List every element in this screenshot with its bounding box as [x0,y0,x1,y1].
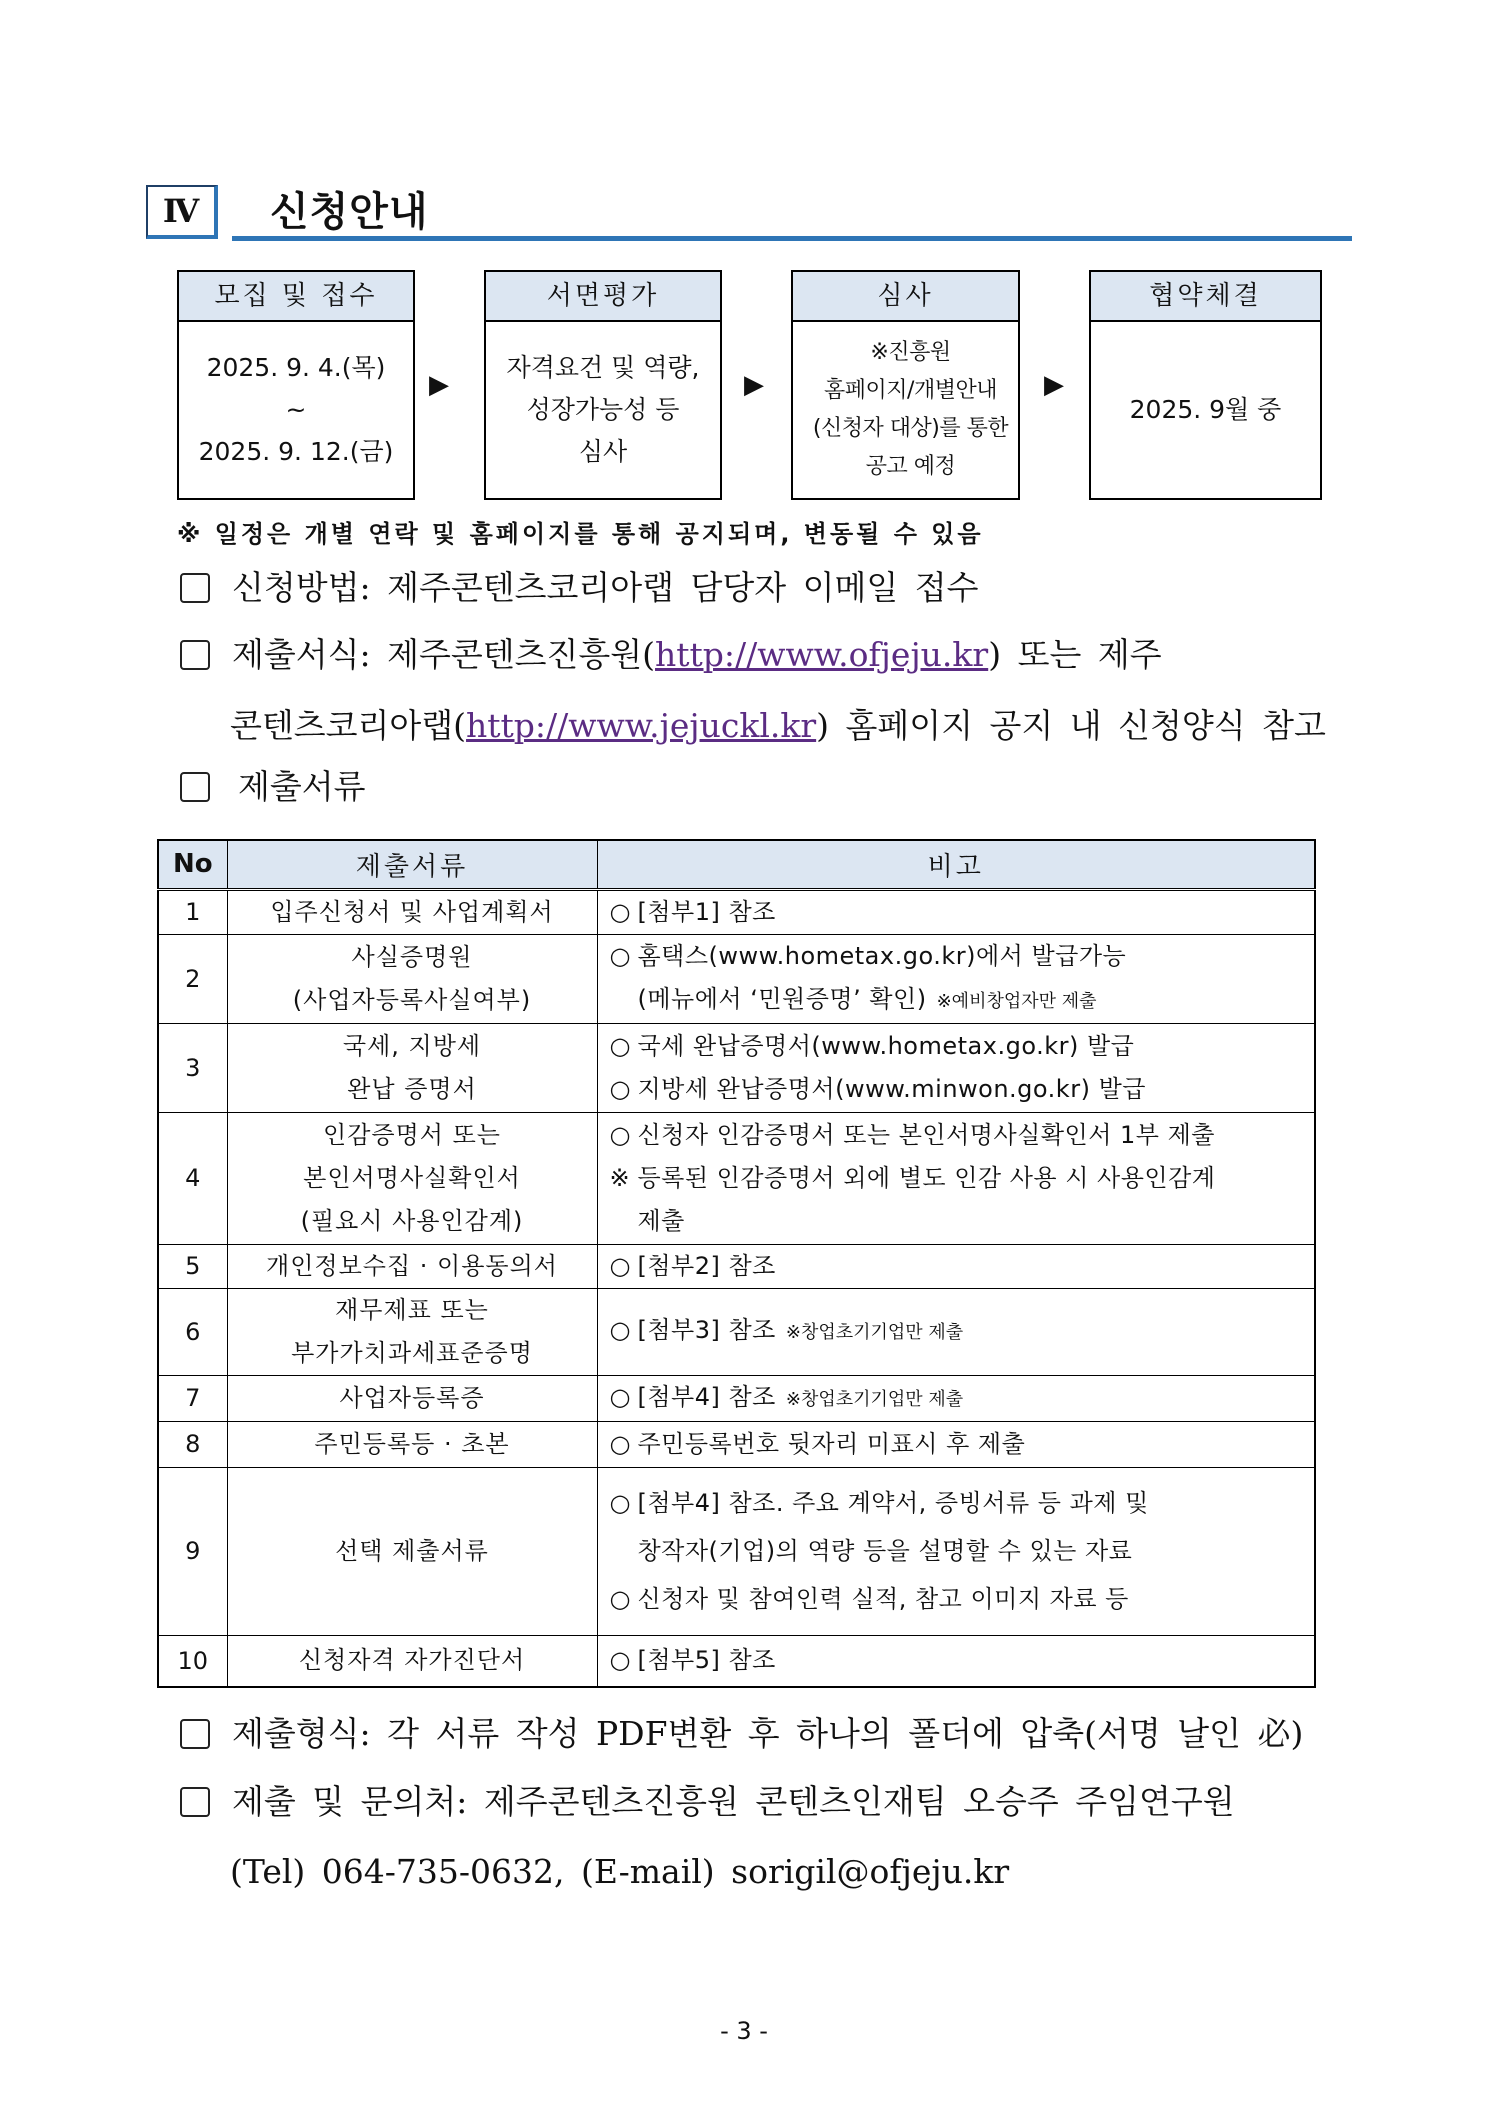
table-row [158,1467,1315,1635]
process-step-recruitment [177,270,415,500]
document-line: 입주신청서 및 사업계획서 [270,897,554,926]
remarks [597,1023,1315,1112]
process-step-body [803,322,1018,498]
section-divider [232,236,1352,241]
remark-text: 지방세 완납증명서(www.minwon.go.kr) 발급 [637,1074,1146,1103]
table-row [158,1288,1315,1375]
process-step-line: 홈페이지/개별안내 [824,378,997,403]
row-number: 10 [158,1635,227,1687]
remark-bullet: ○ [609,1074,631,1103]
remark-bullet: ○ [609,1646,631,1675]
row-number: 4 [158,1112,227,1244]
checkbox-square-icon [180,1787,210,1817]
section-number-box [146,185,218,239]
remark-text: [첨부3] 참조 [637,1316,776,1344]
document-line: (사업자등록사실여부) [292,985,532,1014]
process-step-line: 2025. 9. 12.(금) [198,437,394,466]
remark-line [610,1025,1303,1068]
document-line: 신청자격 자가진단서 [298,1646,526,1675]
remark-bullet: ○ [609,1120,631,1149]
remark-text: 신청자 인감증명서 또는 본인서명사실확인서 1부 제출 [637,1120,1215,1149]
remark-text: [첨부2] 참조 [637,1251,776,1280]
row-number: 9 [158,1467,227,1635]
process-arrow-icon: ▶ [744,370,764,400]
row-number: 6 [158,1288,227,1375]
process-step-header: 심사 [793,272,1018,322]
remark-line [610,1423,1303,1466]
remark-line [610,1114,1303,1157]
process-step-line: (신청자 대상)를 통한 [812,416,1009,441]
checkbox-square-icon [180,772,210,802]
process-step-line: 2025. 9. 4.(목) [206,353,386,382]
remark-text: [첨부5] 참조 [637,1646,776,1675]
column-header-document: 제출서류 [227,840,597,889]
remark-text: 신청자 및 참여인력 실적, 참고 이미지 자료 등 [637,1585,1129,1613]
table-row [158,1244,1315,1288]
remark-bullet: ※ [609,1163,631,1192]
document-name [227,1288,597,1375]
remark-bullet: ○ [609,1429,631,1458]
remarks [597,934,1315,1023]
jejuckl-link[interactable]: http://www.jejuckl.kr [466,706,817,745]
process-step-header: 협약체결 [1091,272,1320,322]
application-method: 신청방법: 제주콘텐츠코리아랩 담당자 이메일 접수 [232,568,979,607]
documents-table [157,839,1316,1688]
remark-line [610,1157,1303,1200]
row-number: 5 [158,1244,227,1288]
checkbox-square-icon [180,573,210,603]
document-line: 재무제표 또는 [335,1295,489,1324]
submission-form-line2 [230,701,1326,751]
document-line: 사업자등록증 [339,1383,485,1412]
document-name [227,1375,597,1421]
row-number: 2 [158,934,227,1023]
table-row [158,1112,1315,1244]
remark-text: 제출 [637,1206,685,1235]
table-header-row [158,840,1315,889]
document-name [227,1635,597,1687]
document-name [227,1467,597,1635]
remark-bullet: ○ [609,1316,631,1344]
remark-line [610,1309,1303,1354]
remark-bullet: ○ [609,1251,631,1280]
document-line: 인감증명서 또는 [323,1120,501,1149]
remark-text: 홈택스(www.hometax.go.kr)에서 발급가능 [637,941,1127,970]
table-row [158,1023,1315,1112]
table-row [158,889,1315,934]
process-step-body [486,322,720,498]
remark-line [610,1200,1303,1243]
contact-info: 제출 및 문의처: 제주콘텐츠진흥원 콘텐츠인재팀 오승주 주임연구원 [232,1782,1235,1821]
remark-text: 등록된 인감증명서 외에 별도 인감 사용 시 사용인감계 [637,1163,1216,1192]
remark-line [610,1575,1303,1623]
remark-text: 주민등록번호 뒷자리 미표시 후 제출 [637,1429,1026,1458]
remarks [597,1375,1315,1421]
remark-line [610,1245,1303,1288]
section-number: Ⅳ [162,192,200,230]
process-step-line: ※진흥원 [870,340,951,365]
document-name [227,889,597,934]
document-line: 사실증명원 [351,942,473,971]
remark-footnote: ※창업초기기업만 제출 [785,1388,964,1410]
process-step-line: ~ [285,395,307,424]
remark-line [610,935,1303,978]
remark-text: 창작자(기업)의 역량 등을 설명할 수 있는 자료 [637,1537,1133,1565]
process-step-line: 공고 예정 [865,454,956,479]
submission-form-text: 제출서식: 제주콘텐츠진흥원( [232,635,656,674]
remark-line [610,978,1303,1023]
remark-footnote: ※예비창업자만 제출 [936,990,1097,1012]
remarks [597,1112,1315,1244]
process-arrow-icon: ▶ [1044,370,1064,400]
remark-bullet: ○ [609,1585,631,1613]
document-line: 주민등록등 · 초본 [314,1429,510,1458]
remark-bullet: ○ [609,897,631,926]
remark-footnote: ※창업초기기업만 제출 [785,1322,964,1343]
checkbox-square-icon [180,1719,210,1749]
remark-bullet: ○ [609,941,631,970]
row-number: 8 [158,1421,227,1467]
document-name [227,1421,597,1467]
remarks [597,1421,1315,1467]
remark-text: [첨부1] 참조 [637,897,776,926]
submission-form-text: ) 또는 제주 [988,635,1162,674]
remark-bullet: ○ [609,1382,631,1411]
ofjeju-link[interactable]: http://www.ofjeju.kr [655,635,989,674]
page-number: - 3 - [720,2017,768,2045]
remark-text: [첨부4] 참조. 주요 계약서, 증빙서류 등 과제 및 [637,1489,1149,1517]
remark-line [610,891,1303,934]
process-arrow-icon: ▶ [429,370,449,400]
remark-line [610,1639,1303,1682]
process-step-header: 모집 및 접수 [179,272,413,322]
remarks [597,889,1315,934]
document-name [227,1244,597,1288]
table-row [158,934,1315,1023]
document-line: 완납 증명서 [347,1074,477,1103]
submission-form-text: 콘텐츠코리아랩( [230,706,467,745]
remark-line [610,1068,1303,1111]
document-name [227,1023,597,1112]
process-step-line: 자격요건 및 역량, [506,353,700,382]
process-step-line: 심사 [578,437,628,466]
remark-bullet: ○ [609,1031,631,1060]
process-step-body [179,322,413,498]
table-row [158,1635,1315,1687]
contact-detail: (Tel) 064-735-0632, (E-mail) sorigil@ofjeju.kr [230,1852,1010,1891]
remarks [597,1467,1315,1635]
process-step-document-review [484,270,722,500]
document-line: 본인서명사실확인서 [303,1163,521,1192]
document-line: (필요시 사용인감계) [300,1206,524,1235]
submission-form-line1 [232,630,1162,680]
column-header-remarks: 비고 [597,840,1315,889]
document-line: 개인정보수집 · 이용동의서 [266,1251,558,1280]
remark-line [610,1479,1303,1527]
checkbox-square-icon [180,640,210,670]
remark-text: [첨부4] 참조 [637,1382,776,1411]
document-name [227,934,597,1023]
row-number: 1 [158,889,227,934]
process-step-header: 서면평가 [486,272,720,322]
table-row [158,1421,1315,1467]
document-line: 부가가치과세표준증명 [291,1338,533,1367]
schedule-note: ※ 일정은 개별 연락 및 홈페이지를 통해 공지되며, 변동될 수 있음 [177,520,984,548]
document-line: 국세, 지방세 [342,1031,482,1060]
remark-text: 국세 완납증명서(www.hometax.go.kr) 발급 [637,1031,1135,1060]
remark-line [610,1376,1303,1421]
process-step-body [1091,322,1320,498]
submission-format: 제출형식: 각 서류 작성 PDF변환 후 하나의 폴더에 압축(서명 날인 必) [232,1714,1304,1753]
remarks [597,1288,1315,1375]
remarks [597,1635,1315,1687]
remarks [597,1244,1315,1288]
process-step-agreement [1089,270,1322,500]
row-number: 7 [158,1375,227,1421]
process-step-line: 성장가능성 등 [526,395,680,424]
remark-bullet: ○ [609,1489,631,1517]
column-header-no: No [158,840,227,889]
remark-line [610,1527,1303,1575]
process-step-line: 2025. 9월 중 [1129,395,1282,424]
section-title: 신청안내 [270,189,429,235]
table-row [158,1375,1315,1421]
required-documents-heading: 제출서류 [238,767,366,806]
document-name [227,1112,597,1244]
process-step-screening [791,270,1020,500]
submission-form-text: ) 홈페이지 공지 내 신청양식 참고 [816,706,1326,745]
document-line: 선택 제출서류 [335,1536,489,1565]
remark-text: (메뉴에서 ‘민원증명’ 확인) [637,984,927,1013]
row-number: 3 [158,1023,227,1112]
